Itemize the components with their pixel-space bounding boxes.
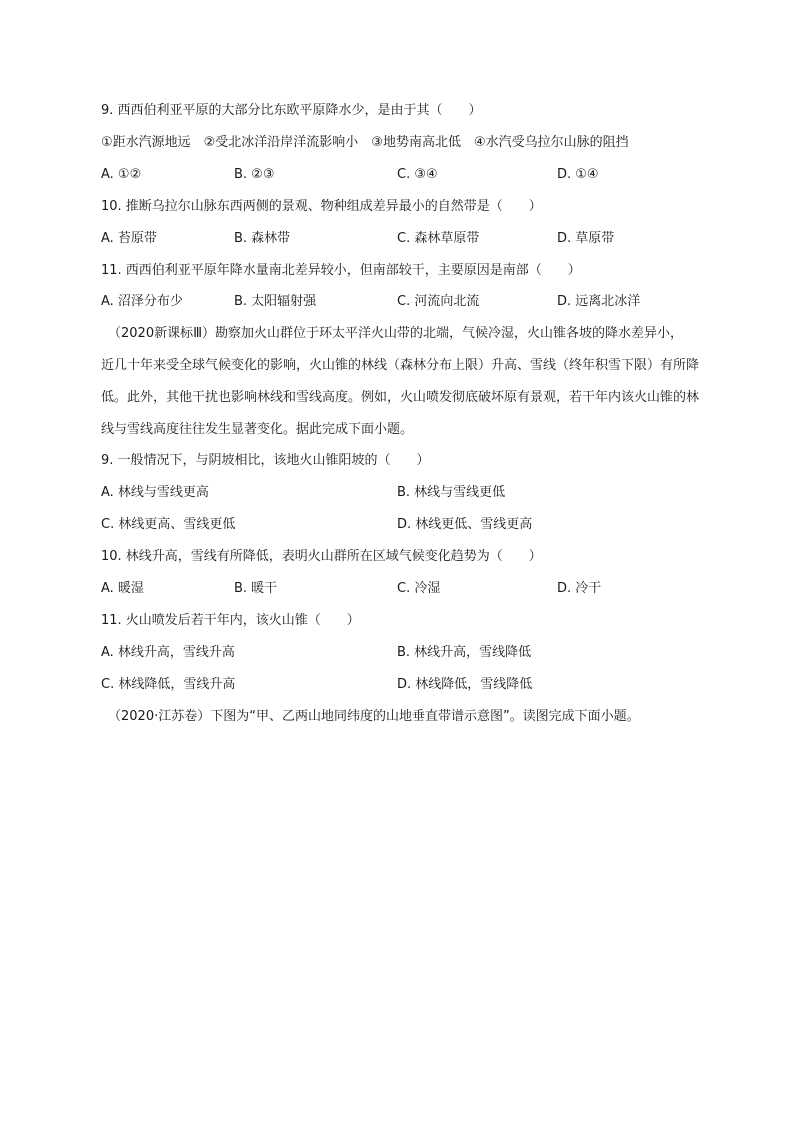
question-stem: 11. 西西伯利亚平原年降水量南北差异较小，但南部较干，主要原因是南部（ ） — [101, 263, 581, 278]
option-d: D. 林线更低、雪线更高 — [397, 517, 533, 532]
option-c: C. 林线降低，雪线升高 — [101, 677, 236, 692]
option-c: C. 森林草原带 — [397, 231, 480, 246]
option-b: B. 太阳辐射强 — [234, 294, 317, 309]
option-d: D. 冷干 — [557, 581, 602, 596]
option-c: C. 林线更高、雪线更低 — [101, 517, 236, 532]
option-a: A. 沼泽分布少 — [101, 294, 183, 309]
question-stem: 9. 西西伯利亚平原的大部分比东欧平原降水少，是由于其（ ） — [101, 103, 482, 118]
passage-line: （2020新课标Ⅲ）勘察加火山群位于环太平洋火山带的北端，气候冷湿，火山锥各坡的降水差异小， — [108, 326, 684, 341]
option-d: D. 林线降低，雪线降低 — [397, 677, 533, 692]
option-b: B. 暖干 — [234, 581, 278, 596]
option-a: A. 林线与雪线更高 — [101, 485, 209, 500]
question-stem: 9. 一般情况下，与阴坡相比，该地火山锥阳坡的（ ） — [101, 453, 430, 468]
option-b: B. 林线与雪线更低 — [397, 485, 506, 500]
option-b: B. 森林带 — [234, 231, 291, 246]
option-c: C. ③④ — [397, 167, 438, 182]
option-c: C. 冷湿 — [397, 581, 441, 596]
passage-line: 线与雪线高度往往发生显著变化。据此完成下面小题。 — [101, 422, 414, 437]
question-items: ①距水汽源地远 ②受北冰洋沿岸洋流影响小 ③地势南高北低 ④水汽受乌拉尔山脉的阻挡 — [101, 135, 629, 150]
option-a: A. ①② — [101, 167, 142, 182]
passage-line: （2020·江苏卷）下图为“甲、乙两山地同纬度的山地垂直带谱示意图”。读图完成下面小题。 — [108, 709, 640, 724]
question-stem: 10. 林线升高，雪线有所降低，表明火山群所在区域气候变化趋势为（ ） — [101, 549, 542, 564]
option-b: B. ②③ — [234, 167, 275, 182]
question-stem: 10. 推断乌拉尔山脉东西两侧的景观、物种组成差异最小的自然带是（ ） — [101, 199, 542, 214]
option-a: A. 苔原带 — [101, 231, 157, 246]
question-stem: 11. 火山喷发后若干年内，该火山锥（ ） — [101, 613, 360, 628]
option-d: D. ①④ — [557, 167, 599, 182]
passage-line: 近几十年来受全球气候变化的影响，火山锥的林线（森林分布上限）升高、雪线（终年积雪下限）有所降 — [101, 358, 700, 373]
option-c: C. 河流向北流 — [397, 294, 480, 309]
option-d: D. 草原带 — [557, 231, 615, 246]
option-a: A. 暖湿 — [101, 581, 144, 596]
passage-line: 低。此外，其他干扰也影响林线和雪线高度。例如，火山喷发彻底破坏原有景观，若干年内该火山锥的林 — [101, 390, 700, 405]
option-a: A. 林线升高，雪线升高 — [101, 645, 235, 660]
option-b: B. 林线升高，雪线降低 — [397, 645, 532, 660]
option-d: D. 远离北冰洋 — [557, 294, 641, 309]
